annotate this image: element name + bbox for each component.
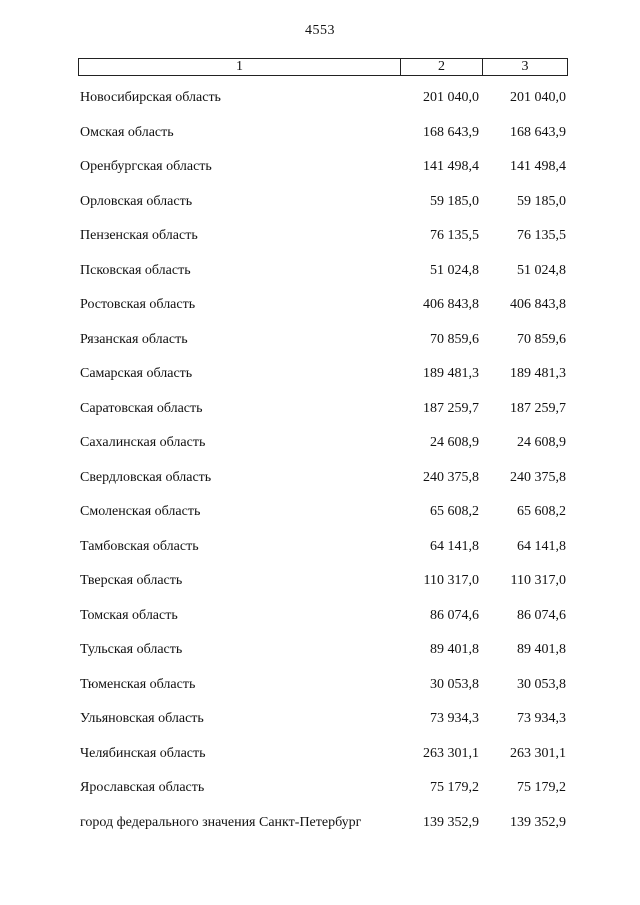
value-col-3: 201 040,0 (510, 90, 566, 105)
value-col-3: 139 352,9 (510, 814, 566, 830)
value-col-2: 73 934,3 (430, 711, 479, 726)
table-row (0, 677, 640, 712)
value-col-3: 168 643,9 (510, 124, 566, 140)
value-col-3: 64 141,8 (517, 538, 566, 554)
region-name: Тульская область (80, 642, 183, 657)
value-col-2: 263 301,1 (423, 745, 479, 761)
region-name: Ростовская область (80, 297, 196, 312)
value-col-2: 30 053,8 (430, 676, 479, 692)
table-row (0, 608, 640, 643)
value-col-3: 141 498,4 (510, 159, 566, 174)
value-col-2: 141 498,4 (423, 159, 479, 174)
value-col-2: 110 317,0 (423, 573, 479, 588)
table-row (0, 539, 640, 574)
region-name: Челябинская область (80, 745, 206, 761)
value-col-2: 189 481,3 (423, 366, 479, 381)
table-row (0, 642, 640, 677)
value-col-2: 86 074,6 (430, 607, 479, 623)
value-col-2: 240 375,8 (423, 469, 479, 485)
value-col-2: 76 135,5 (430, 228, 479, 243)
table-row (0, 228, 640, 263)
value-col-2: 89 401,8 (430, 642, 479, 657)
value-col-2: 201 040,0 (423, 90, 479, 105)
table-row (0, 401, 640, 436)
table-row (0, 470, 640, 505)
table-row (0, 746, 640, 781)
region-name: Самарская область (80, 366, 193, 381)
value-col-3: 110 317,0 (510, 573, 566, 588)
region-name: город федерального значения Санкт-Петербург (80, 814, 362, 830)
value-col-3: 30 053,8 (517, 676, 566, 692)
region-name: Оренбургская область (80, 159, 212, 174)
value-col-3: 240 375,8 (510, 469, 566, 485)
value-col-3: 24 608,9 (517, 435, 566, 450)
table-row (0, 297, 640, 332)
value-col-3: 89 401,8 (517, 642, 566, 657)
table-row (0, 263, 640, 298)
value-col-2: 64 141,8 (430, 538, 479, 554)
table-row (0, 780, 640, 815)
value-col-3: 70 859,6 (517, 331, 566, 347)
table-row (0, 504, 640, 539)
region-name: Рязанская область (80, 331, 188, 347)
value-col-2: 65 608,2 (430, 504, 479, 519)
value-col-3: 86 074,6 (517, 607, 566, 623)
value-col-2: 59 185,0 (430, 193, 479, 209)
value-col-3: 51 024,8 (517, 262, 566, 278)
region-name: Новосибирская область (80, 90, 221, 105)
value-col-2: 75 179,2 (430, 780, 479, 795)
region-name: Свердловская область (80, 469, 212, 485)
value-col-3: 59 185,0 (517, 193, 566, 209)
header-col-3: 3 (521, 59, 529, 74)
region-name: Омская область (80, 124, 174, 140)
value-col-2: 70 859,6 (430, 331, 479, 347)
value-col-2: 168 643,9 (423, 124, 479, 140)
table-row (0, 435, 640, 470)
table-row (0, 815, 640, 850)
header-col-2: 2 (401, 59, 483, 75)
table-row (0, 332, 640, 367)
table-row (0, 194, 640, 229)
value-col-3: 76 135,5 (517, 228, 566, 243)
region-name: Псковская область (80, 262, 191, 278)
table-header (78, 58, 568, 76)
value-col-3: 187 259,7 (510, 400, 566, 416)
region-name: Тверская область (80, 573, 183, 588)
value-col-2: 139 352,9 (423, 814, 479, 830)
header-col-1: 1 (79, 59, 401, 75)
page-number: 4553 (305, 23, 335, 38)
region-name: Пензенская область (80, 228, 198, 243)
region-name: Ярославская область (80, 780, 205, 795)
region-name: Томская область (80, 607, 178, 623)
value-col-2: 51 024,8 (430, 262, 479, 278)
value-col-2: 187 259,7 (423, 400, 479, 416)
region-name: Тамбовская область (80, 538, 199, 554)
value-col-3: 73 934,3 (517, 711, 566, 726)
table-row (0, 125, 640, 160)
table-row (0, 366, 640, 401)
region-name: Орловская область (80, 193, 193, 209)
region-name: Саратовская область (80, 400, 203, 416)
region-name: Смоленская область (80, 504, 201, 519)
table-body (0, 90, 640, 849)
table-row (0, 90, 640, 125)
value-col-2: 24 608,9 (430, 435, 479, 450)
region-name: Тюменская область (80, 676, 196, 692)
region-name: Ульяновская область (80, 711, 204, 726)
value-col-2: 406 843,8 (423, 297, 479, 312)
table-row (0, 573, 640, 608)
value-col-3: 189 481,3 (510, 366, 566, 381)
table-row (0, 711, 640, 746)
value-col-3: 263 301,1 (510, 745, 566, 761)
region-name: Сахалинская область (80, 435, 206, 450)
value-col-3: 75 179,2 (517, 780, 566, 795)
value-col-3: 406 843,8 (510, 297, 566, 312)
table-row (0, 159, 640, 194)
value-col-3: 65 608,2 (517, 504, 566, 519)
